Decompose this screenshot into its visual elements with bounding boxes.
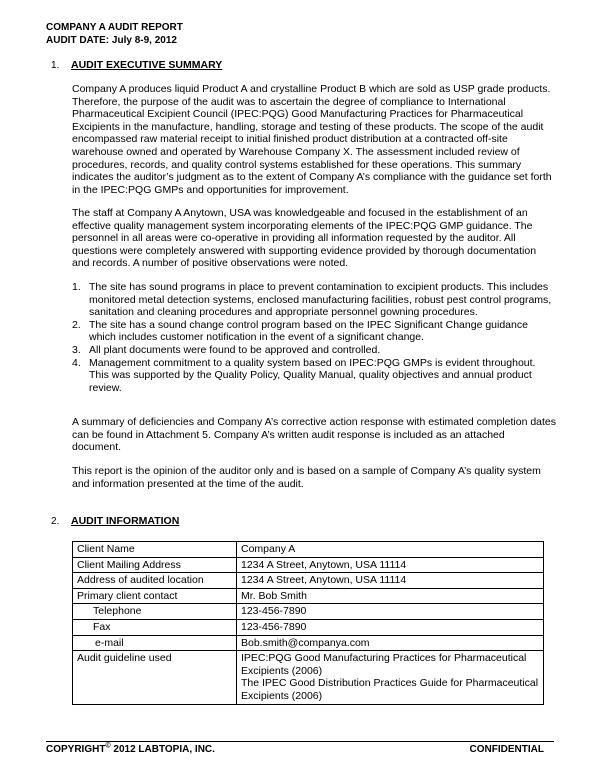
table-row xyxy=(73,619,544,635)
list-item xyxy=(72,357,556,395)
list-item-text: The site has a sound change control program based on the IPEC Significant Change guidance which includes customer notification in the event of a significant change. xyxy=(89,318,528,344)
table-row xyxy=(73,604,544,620)
list-item xyxy=(72,319,556,344)
table-row xyxy=(73,635,544,651)
table-key: Audit guideline used xyxy=(73,651,237,704)
table-key: Client Name xyxy=(73,542,237,558)
report-title: COMPANY A AUDIT REPORT xyxy=(46,22,183,33)
table-key: Primary client contact xyxy=(73,588,237,604)
footer-copyright xyxy=(46,744,215,755)
copyright-label: COPYRIGHT xyxy=(46,744,106,755)
table-value xyxy=(237,651,544,704)
table-value: Mr. Bob Smith xyxy=(237,588,544,604)
report-header xyxy=(46,21,183,47)
list-item xyxy=(72,344,556,357)
summary-paragraph-2: The staff at Company A Anytown, USA was knowledgeable and focused in the establishment of an effective quality management system incorporating elements of the IPEC:PQG GMP guidance. The personnel in all areas were co-operative in providing all information requested by the auditor. All questions were completely answered with supporting evidence provided by thorough documentation and records. A number of positive observations were noted. xyxy=(72,207,537,270)
list-item-number: 2. xyxy=(72,318,81,331)
observations-list xyxy=(72,281,556,394)
table-row xyxy=(73,573,544,589)
list-item-number: 4. xyxy=(72,356,81,369)
section-title: AUDIT INFORMATION xyxy=(71,515,180,527)
footer-confidential: CONFIDENTIAL xyxy=(469,744,544,755)
list-item-number: 1. xyxy=(72,281,81,293)
list-item-text: All plant documents were found to be approved and controlled. xyxy=(89,343,381,356)
list-item-number: 3. xyxy=(72,343,81,356)
table-row xyxy=(73,557,544,573)
copyright-owner: 2012 LABTOPIA, INC. xyxy=(110,744,215,755)
section-number: 1. xyxy=(51,60,60,71)
summary-paragraph-3: A summary of deficiencies and Company A’s corrective action response with estimated completion dates can be found in Attachment 5. Company A’s written audit response is included as an attached document. xyxy=(72,416,557,454)
section-title: AUDIT EXECUTIVE SUMMARY xyxy=(71,59,223,71)
table-value: 123-456-7890 xyxy=(237,619,544,635)
audit-information-table xyxy=(72,541,544,705)
table-value: 1234 A Street, Anytown, USA 11114 xyxy=(237,557,544,573)
table-row xyxy=(73,588,544,604)
table-value: Company A xyxy=(237,542,544,558)
table-row xyxy=(73,651,544,704)
table-value: 123-456-7890 xyxy=(237,604,544,620)
list-item-text: The site has sound programs in place to prevent contamination to excipient products. This includes monitored metal detection systems, enclosed manufacturing facilities, robust pest control programs, sanitation and cleaning procedures and appropriate personnel gowning procedures. xyxy=(89,281,552,319)
table-key: Address of audited location xyxy=(73,573,237,589)
audit-date: AUDIT DATE: July 8-9, 2012 xyxy=(46,35,177,46)
guideline-1: IPEC:PQG Good Manufacturing Practices for Pharmaceutical Excipients (2006) xyxy=(241,652,527,677)
table-value-email[interactable]: Bob.smith@companya.com xyxy=(237,635,544,651)
table-row xyxy=(73,542,544,558)
table-key: Telephone xyxy=(73,604,237,620)
footer-divider xyxy=(46,741,554,742)
table-key: Fax xyxy=(73,619,237,635)
summary-paragraph-4: This report is the opinion of the auditor only and is based on a sample of Company A’s quality system and information presented at the time of the audit. xyxy=(72,465,541,490)
list-item-text: Management commitment to a quality system based on IPEC:PQG GMPs is evident throughout. This was supported by the Quality Policy, Quality Manual, quality objectives and annual product review. xyxy=(89,356,536,394)
table-key: e-mail xyxy=(73,635,237,651)
guideline-2: The IPEC Good Distribution Practices Guide for Pharmaceutical Excipients (2006) xyxy=(241,677,539,702)
summary-paragraph-1: Company A produces liquid Product A and crystalline Product B which are sold as USP grade products. Therefore, the purpose of the audit was to ascertain the degree of compliance to International Pharmaceutical Excipient Council (IPEC:PQG) Good Manufacturing Practices for Pharmaceutical Excipients in the manufacture, handling, storage and testing of these products. The scope of the audit encompassed raw material receipt to initial finished product distribution at a contracted off-site warehouse owned and operated by Warehouse Company X. The assessment included review of procedures, records, and quality control systems established for these operations. This summary indicates the auditor’s judgment as to the extent of Company A’s compliance with the guidance set forth in the IPEC:PQG GMPs and opportunities for improvement. xyxy=(72,83,552,196)
copyright-symbol: © xyxy=(105,742,111,750)
list-item xyxy=(72,281,556,319)
table-value: 1234 A Street, Anytown, USA 11114 xyxy=(237,573,544,589)
table-key: Client Mailing Address xyxy=(73,557,237,573)
section-number: 2. xyxy=(51,516,60,527)
